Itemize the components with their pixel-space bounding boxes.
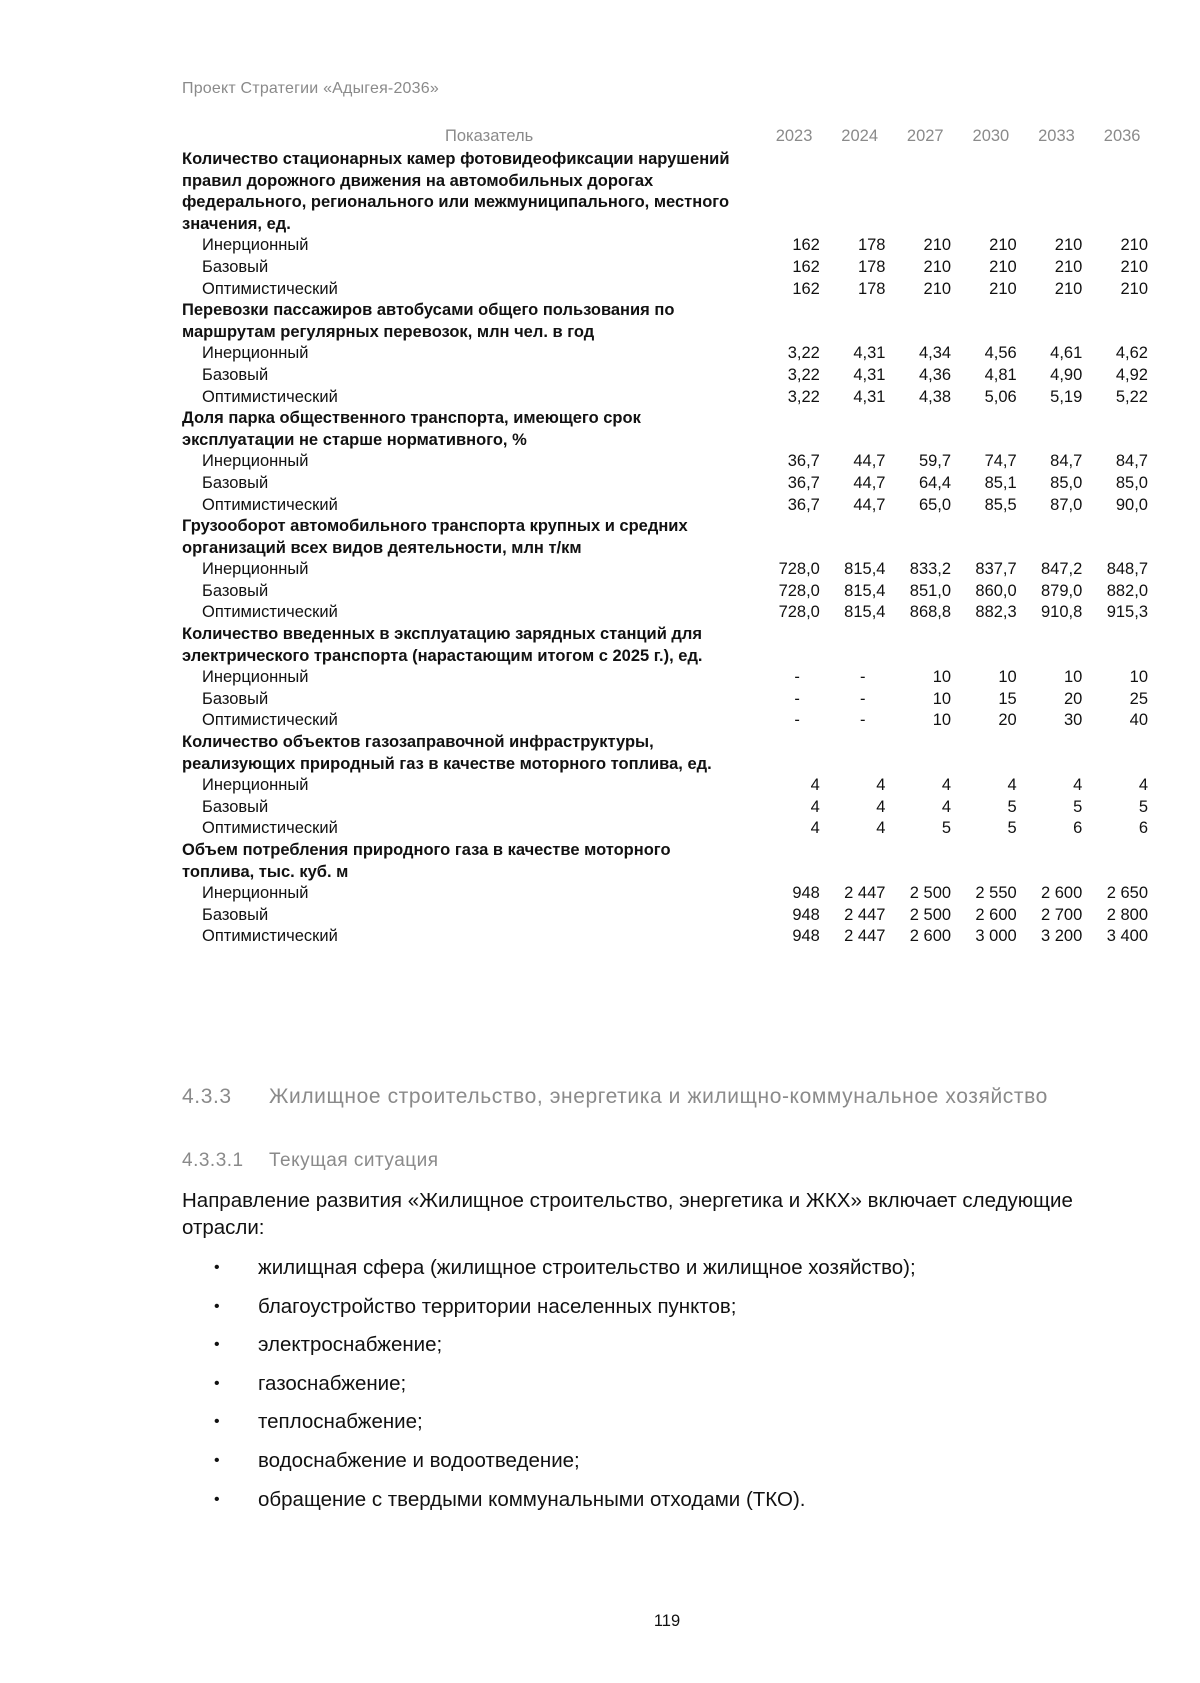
- column-header-year: 2024: [841, 127, 879, 145]
- empty-cell: [887, 516, 953, 559]
- indicator-group-row: [182, 300, 1150, 343]
- bullet-icon: •: [214, 1297, 220, 1315]
- subsection-title: Текущая ситуация: [269, 1150, 439, 1171]
- value-cell: 4: [810, 776, 820, 795]
- value-cell: 2 447: [844, 884, 886, 903]
- value-cell: 4: [810, 819, 820, 838]
- value-cell: 59,7: [918, 452, 952, 471]
- subsection-number: 4.3.3.1: [182, 1150, 244, 1171]
- value-cell: 848,7: [1106, 560, 1148, 579]
- value-cell: 210: [1054, 257, 1083, 276]
- table-body: [182, 149, 1150, 948]
- value-cell: 85,0: [1050, 473, 1083, 492]
- empty-cell: [1084, 516, 1150, 559]
- value-cell: 2 600: [1041, 884, 1083, 903]
- value-cell: -: [859, 711, 866, 730]
- empty-cell: [1019, 408, 1085, 451]
- value-cell: 915,3: [1106, 603, 1148, 622]
- column-header-year: 2030: [972, 127, 1010, 145]
- value-cell: 4,34: [918, 344, 952, 363]
- value-cell: 5: [1007, 797, 1017, 816]
- scenario-name: Базовый: [202, 257, 269, 276]
- empty-cell: [887, 624, 953, 667]
- scenario-name: Оптимистический: [202, 387, 338, 406]
- empty-cell: [1084, 732, 1150, 775]
- indicator-group-row: [182, 408, 1150, 451]
- list-item-text: теплоснабжение;: [258, 1410, 423, 1434]
- value-cell: 6: [1073, 819, 1083, 838]
- value-cell: 10: [932, 711, 952, 730]
- value-cell: 36,7: [787, 473, 820, 492]
- list-item-text: обращение с твердыми коммунальными отходами (ТКО).: [258, 1487, 806, 1511]
- value-cell: 5: [941, 819, 952, 838]
- value-cell: 4: [1007, 776, 1017, 795]
- value-cell: 4: [941, 776, 952, 795]
- value-cell: 4: [876, 776, 886, 795]
- value-cell: 210: [923, 236, 952, 255]
- value-cell: 15: [998, 689, 1017, 708]
- value-cell: -: [794, 689, 800, 708]
- scenario-name: Базовый: [202, 905, 269, 924]
- empty-cell: [953, 624, 1019, 667]
- bullet-icon: •: [214, 1374, 220, 1392]
- value-cell: 44,7: [853, 473, 886, 492]
- value-cell: 4,31: [853, 387, 886, 406]
- scenario-name: Базовый: [202, 365, 269, 384]
- value-cell: 178: [857, 236, 886, 255]
- value-cell: 851,0: [909, 581, 952, 600]
- value-cell: 4: [810, 797, 820, 816]
- table-row: [182, 581, 1150, 603]
- value-cell: 85,1: [984, 473, 1017, 492]
- value-cell: 44,7: [853, 495, 886, 514]
- value-cell: 210: [1120, 236, 1148, 255]
- empty-cell: [887, 300, 953, 343]
- value-cell: 20: [1063, 689, 1083, 708]
- scenario-name: Инерционный: [202, 236, 309, 255]
- value-cell: 210: [989, 257, 1017, 276]
- value-cell: 3,22: [787, 365, 820, 384]
- empty-cell: [1084, 624, 1150, 667]
- indicator-title: Количество введенных в эксплуатацию зарядных станций для электрического транспорта (нарастающим итогом с 2025 г.), ед.: [182, 625, 703, 665]
- value-cell: 5: [1073, 797, 1083, 816]
- value-cell: 4,61: [1050, 344, 1083, 363]
- indicators-table: [182, 126, 1150, 948]
- column-header-year: 2036: [1103, 127, 1141, 145]
- empty-cell: [756, 516, 822, 559]
- value-cell: 65,0: [918, 495, 952, 514]
- empty-cell: [1019, 732, 1085, 775]
- value-cell: 4: [941, 797, 952, 816]
- empty-cell: [756, 732, 822, 775]
- value-cell: 3 400: [1106, 927, 1148, 946]
- column-header-year: 2027: [906, 127, 944, 145]
- column-header-year: 2033: [1038, 127, 1075, 145]
- indicator-title: Объем потребления природного газа в качестве моторного топлива, тыс. куб. м: [182, 841, 671, 881]
- table-row: [182, 495, 1150, 517]
- indicator-group-row: [182, 732, 1150, 775]
- value-cell: 30: [1063, 711, 1083, 730]
- list-item: [210, 1254, 916, 1293]
- bullet-icon: •: [214, 1413, 220, 1431]
- scenario-name: Базовый: [202, 689, 269, 708]
- value-cell: 36,7: [787, 495, 820, 514]
- value-cell: 3,22: [787, 387, 820, 406]
- value-cell: 25: [1129, 689, 1148, 708]
- value-cell: 948: [792, 884, 820, 903]
- table-row: [182, 257, 1150, 279]
- value-cell: 5: [1007, 819, 1017, 838]
- empty-cell: [756, 408, 822, 451]
- value-cell: 4: [876, 797, 886, 816]
- value-cell: 2 800: [1106, 905, 1148, 924]
- scenario-name: Оптимистический: [202, 927, 338, 946]
- list-item: [210, 1486, 916, 1525]
- table-row: [182, 235, 1150, 257]
- value-cell: 162: [792, 236, 820, 255]
- value-cell: 210: [1054, 279, 1083, 298]
- value-cell: 10: [998, 668, 1017, 687]
- value-cell: 5,22: [1115, 387, 1148, 406]
- table-row: [182, 818, 1150, 840]
- empty-cell: [822, 624, 888, 667]
- value-cell: 4,56: [984, 344, 1017, 363]
- indicator-group-row: [182, 149, 1150, 235]
- empty-cell: [1019, 840, 1085, 883]
- value-cell: 84,7: [1050, 452, 1083, 471]
- value-cell: 4: [876, 819, 886, 838]
- value-cell: 3 000: [975, 927, 1017, 946]
- table-row: [182, 451, 1150, 473]
- bullet-icon: •: [214, 1451, 220, 1469]
- table-row: [182, 387, 1150, 409]
- value-cell: 162: [792, 257, 820, 276]
- empty-cell: [1084, 300, 1150, 343]
- indicator-group-row: [182, 516, 1150, 559]
- value-cell: 815,4: [844, 560, 886, 579]
- empty-cell: [822, 516, 888, 559]
- indicator-title: Грузооборот автомобильного транспорта крупных и средних организаций всех видов деятельности, млн т/км: [182, 517, 688, 557]
- value-cell: 40: [1129, 711, 1148, 730]
- value-cell: 948: [792, 905, 820, 924]
- value-cell: 44,7: [853, 452, 886, 471]
- table-row: [182, 710, 1150, 732]
- value-cell: 4,38: [918, 387, 952, 406]
- value-cell: 728,0: [778, 560, 820, 579]
- value-cell: 2 500: [909, 905, 952, 924]
- bullet-icon: •: [214, 1259, 220, 1276]
- scenario-name: Инерционный: [202, 452, 309, 471]
- value-cell: 210: [1120, 279, 1148, 298]
- value-cell: 847,2: [1041, 560, 1083, 579]
- value-cell: 879,0: [1041, 581, 1083, 600]
- value-cell: 910,8: [1041, 603, 1083, 622]
- empty-cell: [953, 408, 1019, 451]
- list-item-text: благоустройство территории населенных пунктов;: [258, 1294, 737, 1318]
- value-cell: 4: [1138, 776, 1148, 795]
- section-title: Жилищное строительство, энергетика и жилищно-коммунальное хозяйство: [269, 1085, 1048, 1108]
- value-cell: 4,90: [1050, 365, 1083, 384]
- table-row: [182, 883, 1150, 905]
- value-cell: 4,92: [1115, 365, 1148, 384]
- value-cell: 87,0: [1050, 495, 1083, 514]
- empty-cell: [953, 149, 1019, 235]
- empty-cell: [887, 408, 953, 451]
- value-cell: 74,7: [984, 452, 1017, 471]
- value-cell: 4: [1073, 776, 1083, 795]
- value-cell: 2 600: [909, 927, 952, 946]
- empty-cell: [1019, 624, 1085, 667]
- list-item: [210, 1293, 916, 1332]
- empty-cell: [1019, 516, 1085, 559]
- empty-cell: [953, 516, 1019, 559]
- value-cell: 837,7: [975, 560, 1017, 579]
- table-row: [182, 926, 1150, 948]
- list-item-text: газоснабжение;: [258, 1371, 407, 1395]
- indicator-title: Перевозки пассажиров автобусами общего пользования по маршрутам регулярных перевозок, млн чел. в год: [182, 301, 675, 341]
- value-cell: 882,3: [975, 603, 1017, 622]
- empty-cell: [756, 149, 822, 235]
- table-row: [182, 559, 1150, 581]
- empty-cell: [822, 149, 888, 235]
- table-row: [182, 689, 1150, 711]
- value-cell: 868,8: [909, 603, 952, 622]
- table-row: [182, 797, 1150, 819]
- table-row: [182, 602, 1150, 624]
- indicator-group-row: [182, 624, 1150, 667]
- value-cell: 882,0: [1106, 581, 1148, 600]
- empty-cell: [953, 840, 1019, 883]
- indicator-title: Количество объектов газозаправочной инфраструктуры, реализующих природный газ в качестве моторного топлива, ед.: [182, 733, 712, 773]
- value-cell: 2 500: [909, 884, 952, 903]
- indicator-title: Количество стационарных камер фотовидеофиксации нарушений правил дорожного движения на автомобильных дорогах федерального, регионального или межмуниципального, местного значения, ед.: [182, 150, 730, 233]
- scenario-name: Инерционный: [202, 884, 309, 903]
- value-cell: 210: [989, 236, 1017, 255]
- value-cell: 2 700: [1041, 905, 1083, 924]
- empty-cell: [1084, 149, 1150, 235]
- column-header-indicator: Показатель: [445, 127, 534, 145]
- table-row: [182, 343, 1150, 365]
- value-cell: 2 447: [844, 905, 886, 924]
- value-cell: 4,62: [1115, 344, 1148, 363]
- column-header-year: 2023: [775, 127, 813, 145]
- scenario-name: Инерционный: [202, 776, 309, 795]
- empty-cell: [953, 300, 1019, 343]
- table-header-row: [182, 126, 1150, 149]
- value-cell: -: [859, 668, 866, 687]
- empty-cell: [953, 732, 1019, 775]
- empty-cell: [1019, 149, 1085, 235]
- value-cell: 210: [923, 257, 952, 276]
- list-item: [210, 1408, 916, 1447]
- scenario-name: Оптимистический: [202, 711, 338, 730]
- scenario-name: Базовый: [202, 797, 269, 816]
- page-number: 119: [653, 1612, 681, 1630]
- scenario-name: Инерционный: [202, 668, 309, 687]
- value-cell: 162: [792, 279, 820, 298]
- list-item-text: жилищная сфера (жилищное строительство и жилищное хозяйство);: [258, 1256, 916, 1279]
- value-cell: 210: [1054, 236, 1083, 255]
- value-cell: 815,4: [844, 603, 886, 622]
- value-cell: -: [794, 668, 800, 687]
- value-cell: 833,2: [909, 560, 952, 579]
- section-number: 4.3.3: [182, 1085, 232, 1108]
- value-cell: 178: [857, 257, 886, 276]
- scenario-name: Базовый: [202, 581, 269, 600]
- empty-cell: [887, 840, 953, 883]
- list-item-text: электроснабжение;: [258, 1333, 443, 1357]
- value-cell: 2 550: [975, 884, 1017, 903]
- value-cell: 3 200: [1041, 927, 1083, 946]
- value-cell: 5,06: [984, 387, 1017, 406]
- value-cell: 10: [932, 668, 952, 687]
- value-cell: 860,0: [975, 581, 1017, 600]
- indicator-group-row: [182, 840, 1150, 883]
- table-row: [182, 775, 1150, 797]
- scenario-name: Базовый: [202, 473, 269, 492]
- scenario-name: Оптимистический: [202, 279, 338, 298]
- list-item-text: водоснабжение и водоотведение;: [258, 1448, 580, 1472]
- value-cell: 64,4: [918, 473, 952, 492]
- value-cell: 2 447: [844, 927, 886, 946]
- list-item: [210, 1447, 916, 1486]
- bullet-icon: •: [214, 1490, 220, 1508]
- running-header: Проект Стратегии «Адыгея-2036»: [182, 80, 439, 97]
- table-row: [182, 905, 1150, 927]
- empty-cell: [822, 408, 888, 451]
- table-row: [182, 667, 1150, 689]
- empty-cell: [887, 732, 953, 775]
- list-item: [210, 1331, 916, 1370]
- empty-cell: [887, 149, 953, 235]
- empty-cell: [822, 732, 888, 775]
- value-cell: 728,0: [778, 581, 820, 600]
- value-cell: 3,22: [787, 344, 820, 363]
- value-cell: 2 650: [1106, 884, 1148, 903]
- value-cell: 2 600: [975, 905, 1017, 924]
- empty-cell: [1019, 300, 1085, 343]
- value-cell: 815,4: [844, 581, 886, 600]
- value-cell: -: [794, 711, 800, 730]
- table-row: [182, 365, 1150, 387]
- value-cell: -: [859, 689, 866, 708]
- value-cell: 728,0: [778, 603, 820, 622]
- list-item: [210, 1370, 916, 1409]
- empty-cell: [1084, 408, 1150, 451]
- table-row: [182, 279, 1150, 301]
- value-cell: 84,7: [1115, 452, 1148, 471]
- value-cell: 6: [1138, 819, 1148, 838]
- value-cell: 10: [932, 689, 952, 708]
- value-cell: 90,0: [1115, 495, 1148, 514]
- scenario-name: Оптимистический: [202, 819, 338, 838]
- scenario-name: Оптимистический: [202, 495, 338, 514]
- value-cell: 10: [1129, 668, 1148, 687]
- value-cell: 4,81: [984, 365, 1017, 384]
- value-cell: 20: [998, 711, 1017, 730]
- scenario-name: Инерционный: [202, 344, 309, 363]
- empty-cell: [756, 300, 822, 343]
- value-cell: 210: [923, 279, 952, 298]
- branch-list: [210, 1254, 916, 1524]
- value-cell: 210: [989, 279, 1017, 298]
- value-cell: 5,19: [1050, 387, 1083, 406]
- scenario-name: Инерционный: [202, 560, 309, 579]
- empty-cell: [756, 840, 822, 883]
- empty-cell: [756, 624, 822, 667]
- value-cell: 4,36: [918, 365, 952, 384]
- empty-cell: [1084, 840, 1150, 883]
- intro-paragraph: Направление развития «Жилищное строительство, энергетика и ЖКХ» включает следующие отрасли:: [182, 1189, 1073, 1239]
- value-cell: 85,5: [984, 495, 1017, 514]
- empty-cell: [822, 840, 888, 883]
- value-cell: 948: [792, 927, 820, 946]
- empty-cell: [822, 300, 888, 343]
- value-cell: 10: [1063, 668, 1083, 687]
- value-cell: 36,7: [787, 452, 820, 471]
- value-cell: 85,0: [1115, 473, 1148, 492]
- value-cell: 4,31: [853, 344, 886, 363]
- scenario-name: Оптимистический: [202, 603, 338, 622]
- value-cell: 178: [857, 279, 886, 298]
- bullet-icon: •: [214, 1336, 220, 1354]
- value-cell: 4,31: [853, 365, 886, 384]
- table-row: [182, 473, 1150, 495]
- value-cell: 210: [1120, 257, 1148, 276]
- value-cell: 5: [1138, 797, 1148, 816]
- indicator-title: Доля парка общественного транспорта, имеющего срок эксплуатации не старше нормативного, %: [182, 409, 641, 449]
